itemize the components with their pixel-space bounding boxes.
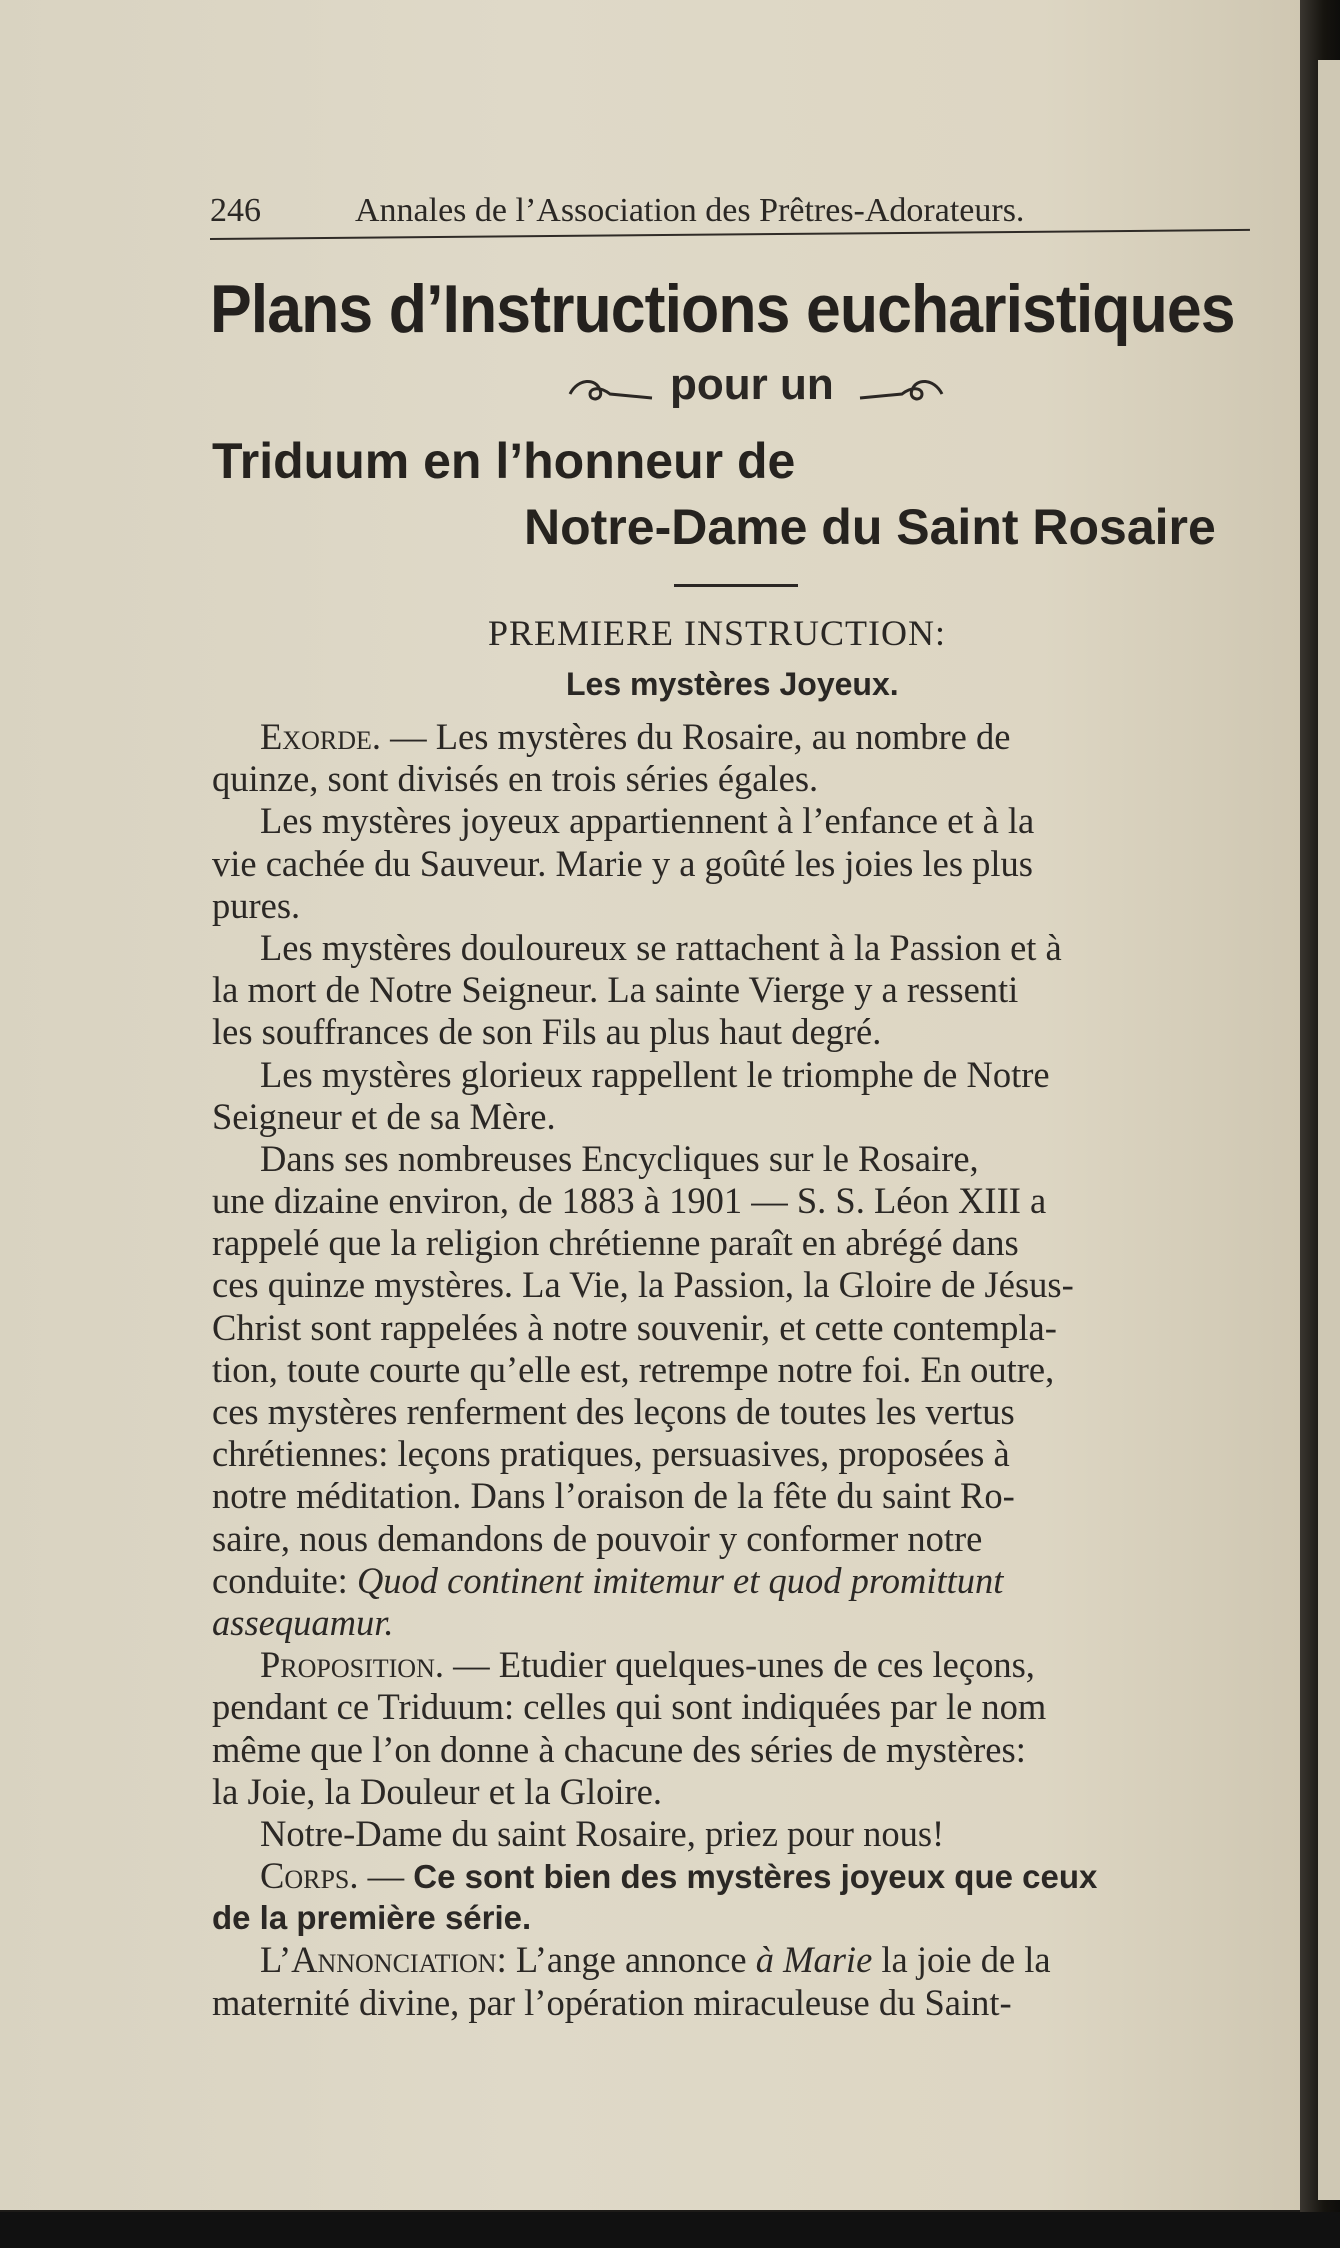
subtitle-line-2: Notre-Dame du Saint Rosaire: [524, 499, 1216, 555]
pour-line: [566, 360, 926, 420]
text-line: notre méditation. Dans l’oraison de la fête du saint Ro-: [212, 1475, 1015, 1517]
text-line: Les mystères joyeux appartiennent à l’enfance et à la: [260, 800, 1035, 842]
text-line: ces mystères renferment des leçons de toutes les vertus: [212, 1391, 1015, 1432]
text-line: Christ sont rappelées à notre souvenir, et cette contempla-: [212, 1306, 1057, 1348]
subtitle-line-1: Triduum en l’honneur de: [212, 433, 796, 489]
running-title: Annales de l’Association des Prêtres-Adorateurs.: [355, 192, 1025, 229]
text-line: tion, toute courte qu’elle est, retrempe notre foi. En outre,: [212, 1348, 1055, 1390]
text-line: [212, 1602, 1252, 1644]
text-line: pures.: [212, 884, 301, 926]
text-line: la Joie, la Douleur et la Gloire.: [212, 1770, 663, 1812]
text-line: conduite: Quod continent imitemur et quod promittunt: [212, 1559, 1004, 1601]
exorde-label: Exorde.: [260, 716, 381, 757]
text-line: Seigneur et de sa Mère.: [212, 1095, 556, 1137]
text-line: Corps. — Ce sont bien des mystères joyeux que ceux: [260, 1855, 1098, 1897]
text-line: vie cachée du Sauveur. Marie y a goûté les joies les plus: [212, 842, 1034, 884]
text-line: rappelé que la religion chrétienne paraît en abrégé dans: [212, 1222, 1019, 1264]
text-line: même que l’on donne à chacune des séries de mystères:: [212, 1728, 1026, 1770]
text-line: chrétiennes: leçons pratiques, persuasives, proposées à: [212, 1433, 1010, 1475]
left-ornament-icon: [566, 372, 656, 408]
text-line: Proposition. — Etudier quelques-unes de ces leçons,: [260, 1644, 1035, 1686]
text-line: Notre-Dame du saint Rosaire, priez pour nous!: [260, 1812, 945, 1854]
latin-quote: Quod continent imitemur et quod promittunt: [356, 1559, 1004, 1601]
proposition-label: Proposition.: [260, 1644, 444, 1686]
divider: [674, 584, 798, 587]
text-line: de la première série.: [212, 1899, 532, 1937]
text-line: une dizaine environ, de 1883 à 1901 — S. S. Léon XIII a: [212, 1180, 1047, 1222]
text-line: la mort de Notre Seigneur. La sainte Vierge y a ressenti: [212, 969, 1019, 1011]
next-page-edge: [1318, 60, 1340, 2200]
body-text: [212, 716, 1252, 2024]
text-line: saire, nous demandons de pouvoir y conformer notre: [212, 1517, 983, 1559]
text-line: Les mystères glorieux rappellent le triomphe de Notre: [260, 1053, 1050, 1095]
text-line: les souffrances de son Fils au plus haut degré.: [212, 1011, 882, 1053]
corps-label: Corps.: [260, 1855, 359, 1897]
right-ornament-icon: [856, 372, 946, 408]
pour-text: pour un: [670, 360, 834, 409]
main-title: Plans d’Instructions eucharistiques: [210, 271, 1235, 347]
text-line: ces quinze mystères. La Vie, la Passion, la Gloire de Jésus-: [212, 1264, 1074, 1306]
page-number: 246: [210, 192, 261, 229]
annonciation-label: L’Annonciation: [260, 1939, 497, 1981]
text-line: maternité divine, par l’opération miraculeuse du Saint-: [212, 1981, 1012, 2023]
text-line: quinze, sont divisés en trois séries égales.: [212, 758, 819, 800]
text-line: Les mystères douloureux se rattachent à la Passion et à: [260, 926, 1062, 968]
section-heading: PREMIERE INSTRUCTION:: [488, 613, 947, 653]
section-subheading: Les mystères Joyeux.: [566, 666, 899, 702]
text-line: Exorde. — Les mystères du Rosaire, au nombre de: [260, 716, 1011, 757]
header-rule: [210, 229, 1250, 240]
text-line: pendant ce Triduum: celles qui sont indiquées par le nom: [212, 1686, 1047, 1728]
text-line: L’Annonciation: L’ange annonce à Marie la joie de la: [260, 1939, 1051, 1981]
latin-quote-end: assequamur.: [212, 1601, 394, 1643]
text-line: Dans ses nombreuses Encycliques sur le Rosaire,: [260, 1137, 979, 1179]
scan-border: [0, 2212, 1340, 2248]
